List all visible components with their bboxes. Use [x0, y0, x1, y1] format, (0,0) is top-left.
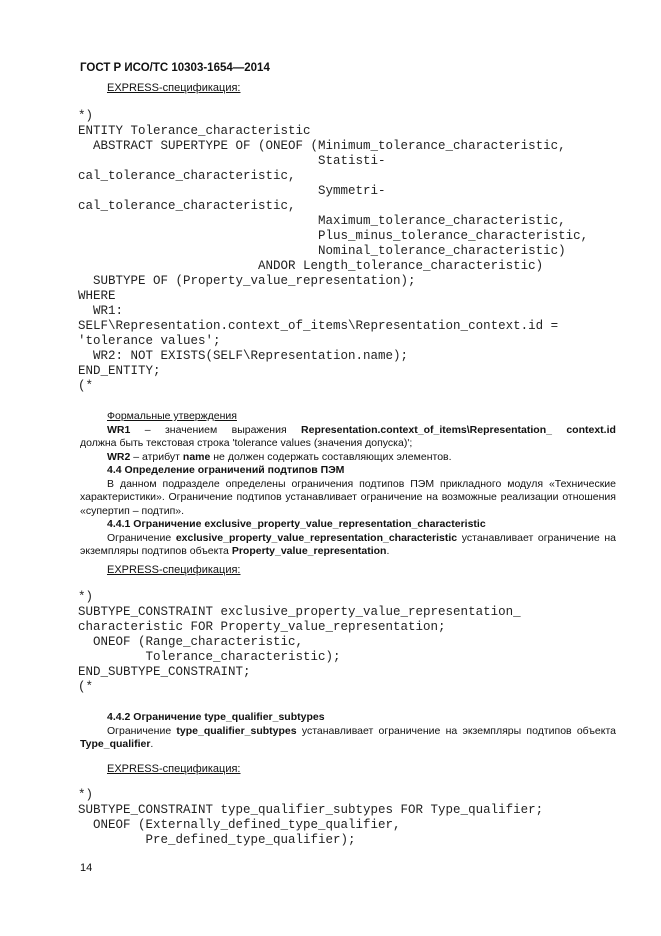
section-4-4-heading: 4.4 Определение ограничений подтипов ПЭМ	[107, 464, 345, 476]
s442-name: type_qualifier_subtypes	[176, 724, 297, 737]
s442-end: .	[150, 738, 154, 750]
code-block-tolerance-entity: *) ENTITY Tolerance_characteristic ABSTRACT SUPERTYPE OF (ONEOF (Minimum_tolerance_characteristic, Statisti- cal_tolerance_characteristic, Symmetri- cal_tolerance_characteristic, Maximum_tolerance_characteristic, Plus_minus_tolerance_characteristic, Nominal_tolerance_characteristic) ANDOR Length_tolerance_characteristic) SUBTYPE OF (Property_value_representation); WHERE WR1: SELF\Representation.context_of_items\Representation_context.id = 'tolerance values'; WR2: NOT EXISTS(SELF\Representation.name); END_ENTITY; (*	[78, 109, 589, 393]
wr1-word-1: значением	[164, 423, 218, 436]
wr2-pre: – атрибут	[130, 450, 183, 463]
express-label-2: EXPRESS-спецификация:	[107, 564, 241, 576]
code-block-exclusive-constraint: *) SUBTYPE_CONSTRAINT exclusive_property_value_representation_ characteristic FOR Property_value_representation; ONEOF (Range_characteristic, Tolerance_characteristic); END_SUBTYPE_CONSTRAINT; (*	[78, 590, 521, 694]
wr1-expression: Representation.context_of_items\Representation_	[301, 423, 552, 436]
wr2-post: не должен содержать составляющих элементов.	[210, 450, 452, 463]
s441-mid: устанавливает ограничение на экземпляры подтипов объекта	[80, 531, 617, 557]
express-label-3: EXPRESS-спецификация:	[107, 763, 241, 775]
wr1-key: WR1	[107, 423, 131, 436]
section-4-4-1-body	[80, 532, 616, 559]
section-4-4-2-heading: 4.4.2 Ограничение type_qualifier_subtypes	[107, 711, 325, 723]
formal-rules-block	[80, 410, 616, 559]
s442-mid: устанавливает ограничение на экземпляры подтипов объекта	[296, 724, 616, 737]
wr1-rest: должна быть текстовая строка 'tolerance values (значения допуска)';	[80, 437, 413, 449]
wr2-line	[80, 451, 616, 465]
page-number: 14	[80, 862, 93, 874]
wr1-word-2: выражения	[231, 423, 287, 436]
code-block-type-qualifier-constraint: *) SUBTYPE_CONSTRAINT type_qualifier_subtypes FOR Type_qualifier; ONEOF (Externally_defined_type_qualifier, Pre_defined_type_qualifier);	[78, 788, 544, 847]
formal-rules-heading: Формальные утверждения	[107, 410, 237, 422]
section-4-4-1-heading: 4.4.1 Ограничение exclusive_property_value_representation_characteristic	[107, 518, 486, 530]
wr2-key: WR2	[107, 450, 131, 463]
wr1-expression-tail: context.id	[566, 423, 616, 436]
section-4-4-2-block	[80, 711, 616, 752]
s441-end: .	[386, 545, 390, 557]
s442-pre: Ограничение	[107, 724, 177, 737]
section-4-4-2-body	[80, 725, 616, 752]
express-label-1: EXPRESS-спецификация:	[107, 82, 241, 94]
wr1-dash: –	[144, 423, 151, 436]
wr2-attr: name	[182, 450, 211, 463]
s441-entity: Property_value_representation	[231, 545, 387, 557]
wr1-line	[80, 424, 616, 438]
s442-entity: Type_qualifier	[80, 738, 151, 750]
page-header: ГОСТ Р ИСО/ТС 10303-1654—2014	[80, 62, 270, 74]
s441-name: exclusive_property_value_representation_characteristic	[175, 531, 458, 544]
s441-pre: Ограничение	[107, 531, 176, 544]
section-4-4-body: В данном подразделе определены ограничения подтипов ПЭМ прикладного модуля «Технические характеристики». Ограничение подтипов устанавливает ограничение на возможные реализации отношения «супертип – подтип».	[80, 477, 616, 517]
